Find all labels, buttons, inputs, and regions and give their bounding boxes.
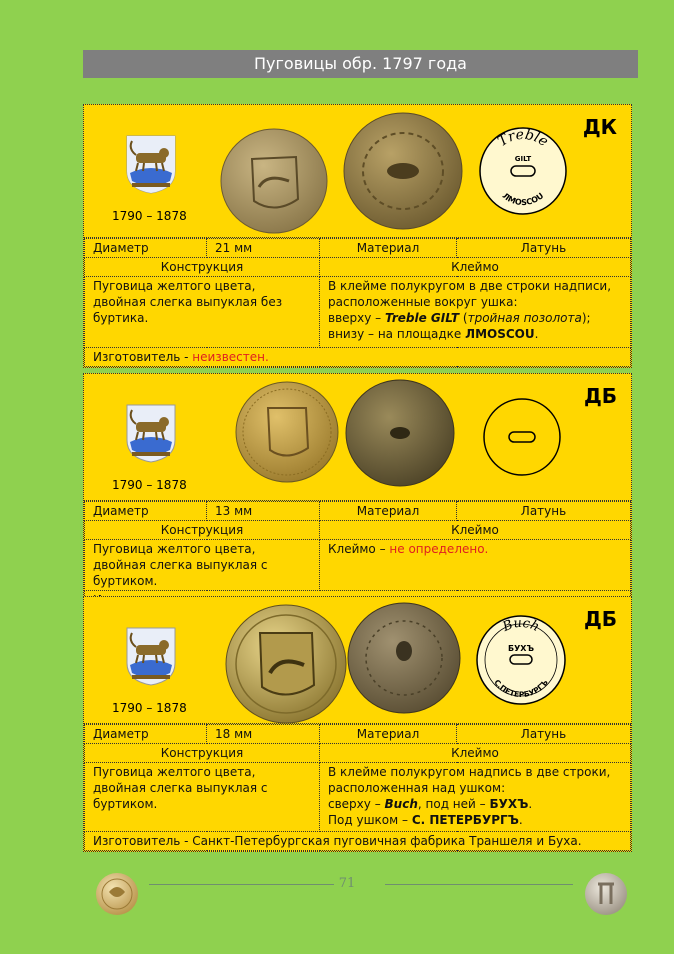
stamp-drawing bbox=[477, 125, 569, 217]
button-back-photo bbox=[344, 378, 456, 488]
medal-left-icon bbox=[95, 872, 139, 916]
stamp-description: В клейме полукругом надпись в две строки, расположенная над ушком: сверху – Buch, под ней – БУХЪ. Под ушком – С. ПЕТЕРБУРГЪ. bbox=[320, 763, 631, 832]
stamp-drawing bbox=[481, 396, 563, 478]
medal-right-icon bbox=[584, 872, 628, 916]
page-title: Пуговицы обр. 1797 года bbox=[83, 50, 638, 78]
material-label: Материал bbox=[320, 239, 457, 258]
stamp-header: Клеймо bbox=[320, 744, 631, 763]
material-label: Материал bbox=[320, 725, 457, 744]
material-value: Латунь bbox=[457, 502, 631, 521]
years-label: 1790 – 1878 bbox=[112, 701, 187, 715]
button-back-photo bbox=[346, 601, 462, 715]
construction-header: Конструкция bbox=[85, 521, 320, 540]
stamp-middle-text: БУХЪ bbox=[508, 644, 534, 653]
years-label: 1790 – 1878 bbox=[112, 478, 187, 492]
stamp-header: Клеймо bbox=[320, 521, 631, 540]
card-images bbox=[84, 597, 631, 724]
stamp-middle-text: GILT bbox=[514, 155, 532, 163]
button-card-1 bbox=[83, 104, 632, 368]
coat-of-arms-icon bbox=[124, 625, 178, 687]
diameter-label: Диаметр bbox=[85, 502, 207, 521]
coat-of-arms-icon bbox=[124, 402, 178, 464]
card-code: ДБ bbox=[583, 607, 617, 631]
stamp-bottom-text: ЛMOSCOU bbox=[500, 191, 546, 208]
maker-row: Изготовитель - Санкт-Петербургская пуговичная фабрика Траншеля и Буха. bbox=[85, 832, 631, 851]
stamp-description: В клейме полукругом в две строки надписи, расположенные вокруг ушка: вверху – Treble GILT (тройная позолота); внизу – на площадке ЛMOSCOU. bbox=[320, 277, 631, 348]
material-label: Материал bbox=[320, 502, 457, 521]
construction-text: Пуговица желтого цвета, двойная слегка выпуклая с буртиком. bbox=[85, 763, 320, 832]
years-label: 1790 – 1878 bbox=[112, 209, 187, 223]
stamp-top-text: Treble bbox=[495, 126, 551, 151]
card-code: ДК bbox=[582, 115, 617, 139]
button-back-photo bbox=[342, 111, 464, 231]
maker-row: Изготовитель - неизвестен. bbox=[85, 348, 631, 367]
footer-rule-right bbox=[385, 884, 573, 885]
button-front-photo bbox=[234, 380, 340, 484]
button-card-3 bbox=[83, 596, 632, 852]
card-images bbox=[84, 105, 631, 238]
card-images bbox=[84, 374, 631, 501]
stamp-header: Клеймо bbox=[320, 258, 631, 277]
page-number: 71 bbox=[338, 876, 356, 891]
button-front-photo bbox=[219, 127, 329, 235]
material-value: Латунь bbox=[457, 725, 631, 744]
diameter-value: 21 мм bbox=[207, 239, 320, 258]
construction-text: Пуговица желтого цвета, двойная слегка выпуклая с буртиком. bbox=[85, 540, 320, 591]
coat-of-arms-icon bbox=[124, 133, 178, 195]
stamp-description: Клеймо – не определено. bbox=[320, 540, 631, 591]
stamp-bottom-text: С.ПЕТЕРБУРГЪ bbox=[492, 677, 550, 700]
diameter-label: Диаметр bbox=[85, 239, 207, 258]
diameter-value: 18 мм bbox=[207, 725, 320, 744]
card-code: ДБ bbox=[583, 384, 617, 408]
construction-header: Конструкция bbox=[85, 258, 320, 277]
material-value: Латунь bbox=[457, 239, 631, 258]
stamp-top-text: Buch bbox=[500, 615, 542, 635]
diameter-value: 13 мм bbox=[207, 502, 320, 521]
construction-text: Пуговица желтого цвета, двойная слегка выпуклая без буртика. bbox=[85, 277, 320, 348]
properties-table bbox=[84, 238, 631, 367]
properties-table bbox=[84, 501, 631, 610]
stamp-drawing bbox=[474, 613, 568, 707]
footer-rule-left bbox=[149, 884, 334, 885]
button-card-2 bbox=[83, 373, 632, 611]
button-front-photo bbox=[224, 603, 348, 725]
construction-header: Конструкция bbox=[85, 744, 320, 763]
diameter-label: Диаметр bbox=[85, 725, 207, 744]
properties-table bbox=[84, 724, 631, 851]
